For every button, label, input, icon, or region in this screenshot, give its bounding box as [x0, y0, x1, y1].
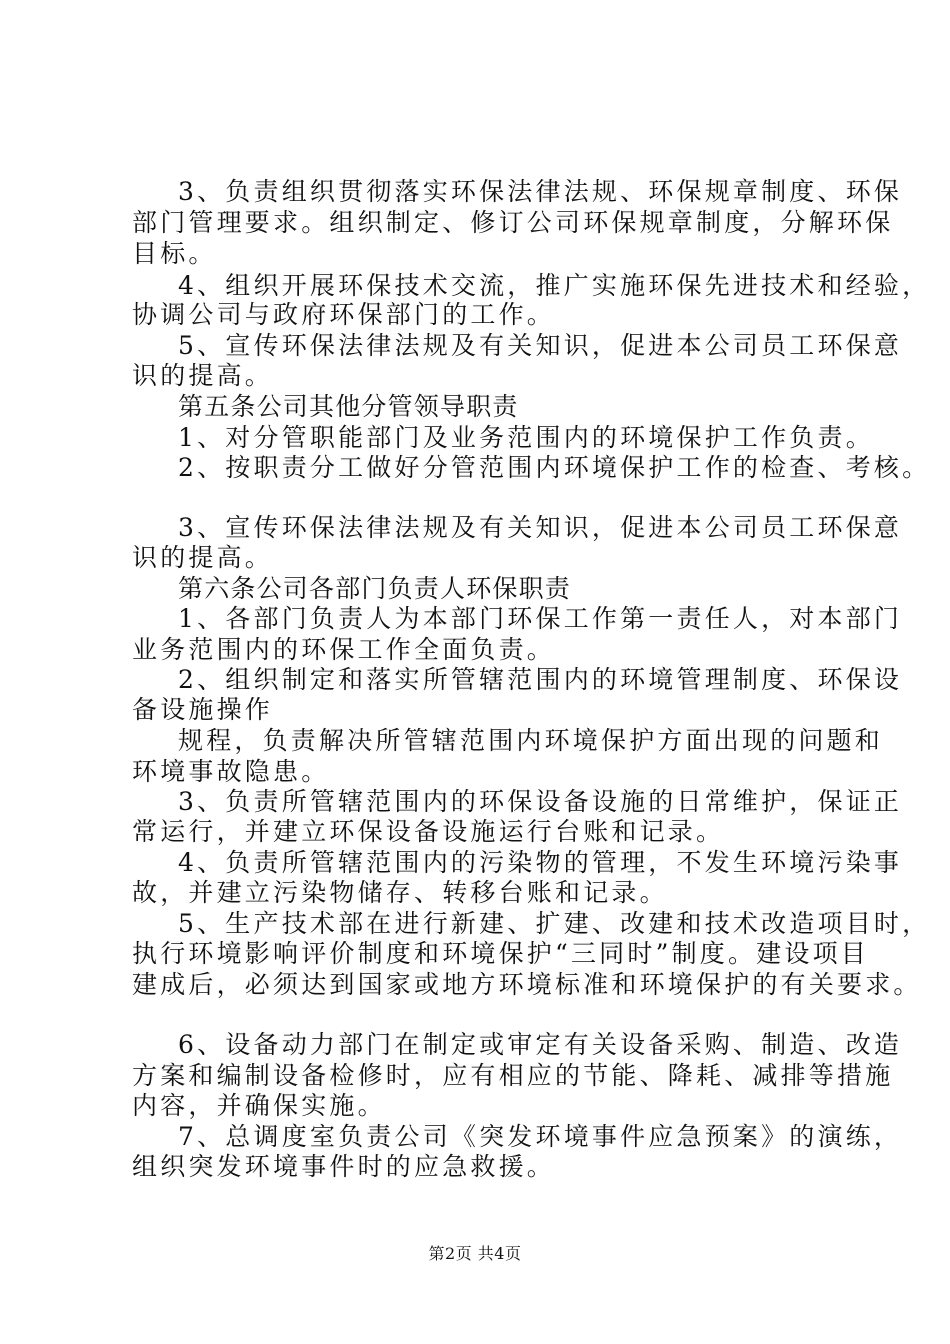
- paragraph-line: 目标。: [132, 239, 217, 268]
- paragraph-line: 5、生产技术部在进行新建、扩建、改建和技术改造项目时，: [178, 909, 931, 938]
- paragraph-line: 识的提高。: [132, 361, 274, 390]
- article-heading: 第六条公司各部门负责人环保职责: [178, 574, 572, 603]
- paragraph-line: 5、宣传环保法律法规及有关知识，促进本公司员工环保意: [178, 331, 903, 360]
- paragraph-line: 环境事故隐患。: [132, 757, 330, 786]
- article-heading: 第五条公司其他分管领导职责: [178, 392, 519, 421]
- paragraph-line: 3、负责所管辖范围内的环保设备设施的日常维护，保证正: [178, 787, 903, 816]
- paragraph-line: 内容，并确保实施。: [132, 1091, 386, 1120]
- paragraph-line: 6、设备动力部门在制定或审定有关设备采购、制造、改造: [178, 1030, 903, 1059]
- paragraph-line: 4、负责所管辖范围内的污染物的管理，不发生环境污染事: [178, 848, 903, 877]
- paragraph-line: 3、负责组织贯彻落实环保法律法规、环保规章制度、环保: [178, 177, 903, 206]
- paragraph-line: 执行环境影响评价制度和环境保护“三同时”制度。建设项目: [132, 939, 869, 968]
- paragraph-line: 故，并建立污染物储存、转移台账和记录。: [132, 878, 668, 907]
- paragraph-line: 常运行，并建立环保设备设施运行台账和记录。: [132, 817, 725, 846]
- page-number-footer: 第2页 共4页: [428, 1244, 522, 1263]
- paragraph-line: 4、组织开展环保技术交流，推广实施环保先进技术和经验，: [178, 271, 931, 300]
- paragraph-line: 建成后，必须达到国家或地方环境标准和环境保护的有关要求。: [132, 970, 922, 999]
- paragraph-line: 备设施操作: [132, 695, 274, 724]
- paragraph-line: 方案和编制设备检修时，应有相应的节能、降耗、减排等措施: [132, 1061, 894, 1090]
- paragraph-line: 1、各部门负责人为本部门环保工作第一责任人，对本部门: [178, 604, 903, 633]
- paragraph-line: 协调公司与政府环保部门的工作。: [132, 300, 556, 329]
- paragraph-line: 部门管理要求。组织制定、修订公司环保规章制度，分解环保: [132, 208, 894, 237]
- paragraph-line: 3、宣传环保法律法规及有关知识，促进本公司员工环保意: [178, 513, 903, 542]
- paragraph-line: 组织突发环境事件时的应急救援。: [132, 1152, 556, 1181]
- paragraph-line: 7、总调度室负责公司《突发环境事件应急预案》的演练，: [178, 1122, 903, 1151]
- paragraph-line: 规程，负责解决所管辖范围内环境保护方面出现的问题和: [178, 726, 884, 755]
- paragraph-line: 1、对分管职能部门及业务范围内的环境保护工作负责。: [178, 423, 874, 452]
- paragraph-line: 2、按职责分工做好分管范围内环境保护工作的检查、考核。: [178, 453, 931, 482]
- paragraph-line: 识的提高。: [132, 543, 274, 572]
- paragraph-line: 2、组织制定和落实所管辖范围内的环境管理制度、环保设: [178, 665, 903, 694]
- paragraph-line: 业务范围内的环保工作全面负责。: [132, 635, 556, 664]
